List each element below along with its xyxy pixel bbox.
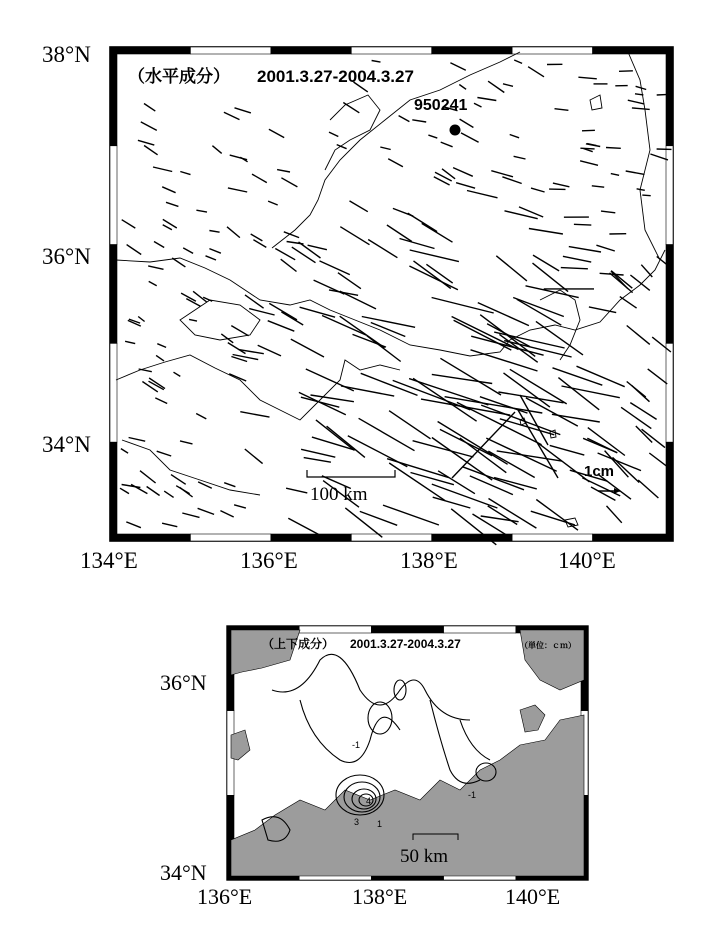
lat-label-36: 36°N (42, 244, 91, 269)
horizontal-map-border-top (512, 47, 592, 54)
horizontal-map-border-right (666, 146, 673, 245)
lon-label-134: 134°E (80, 548, 138, 573)
horizontal-map-border-top (593, 47, 673, 54)
contour-label-minus1-west: -1 (352, 740, 361, 750)
horizontal-map-border-left (110, 245, 117, 344)
lat-label-34: 34°N (42, 432, 91, 457)
vector-scale-label: 1cm (584, 463, 615, 480)
horizontal-map-border-top (190, 47, 270, 54)
contour-label-minus1-east: -1 (468, 790, 477, 800)
horizontal-map-border-left (110, 146, 117, 245)
horizontal-map-border-top (110, 47, 190, 54)
horizontal-map-border-bottom (512, 534, 592, 541)
displacement-vector (619, 71, 633, 72)
vertical-map-border-top (299, 626, 371, 633)
horizontal-map-border-right (666, 245, 673, 344)
contour-label-1: 1 (377, 819, 383, 829)
displacement-vector (580, 148, 594, 149)
displacement-vector (582, 130, 595, 131)
lon-label-140: 140°E (558, 548, 616, 573)
vertical-map-title: （上下成分） (262, 637, 335, 651)
lon-label-138: 138°E (400, 548, 458, 573)
horizontal-map-title: （水平成分） (128, 67, 230, 86)
horizontal-map-border-left (110, 442, 117, 541)
lat-label-38: 38°N (42, 42, 91, 67)
vertical-lon-label-140: 140°E (505, 884, 561, 909)
horizontal-map-period: 2001.3.27-2004.3.27 (257, 67, 414, 86)
displacement-vector (606, 148, 621, 149)
horizontal-map-border-right (666, 47, 673, 146)
vertical-lat-label-36: 36°N (160, 670, 207, 695)
horizontal-map-border-right (666, 442, 673, 541)
contour-label-4: 4 (366, 796, 372, 806)
horizontal-map-border-bottom (351, 534, 431, 541)
horizontal-map (42, 42, 673, 573)
vertical-lat-label-34: 34°N (160, 860, 207, 885)
horizontal-map-border-right (666, 343, 673, 442)
vertical-lon-label-136: 136°E (197, 884, 253, 909)
contour-label-3: 3 (354, 817, 360, 827)
vertical-map-unit: （単位：ｃｍ） (520, 641, 576, 650)
horizontal-map-border-top (351, 47, 431, 54)
horizontal-map-border-bottom (271, 534, 351, 541)
vertical-map-border-top (371, 626, 443, 633)
horizontal-map-border-bottom (593, 534, 673, 541)
horizontal-map-border-top (271, 47, 351, 54)
horizontal-map-border-bottom (432, 534, 512, 541)
vertical-map-period: 2001.3.27-2004.3.27 (350, 637, 461, 651)
horizontal-map-border-bottom (110, 534, 190, 541)
horizontal-map-border-left (110, 47, 117, 146)
horizontal-map-border-bottom (190, 534, 270, 541)
vertical-distance-scale-label: 50 km (400, 846, 449, 867)
horizontal-map-border-top (432, 47, 512, 54)
vertical-map (160, 626, 588, 909)
horizontal-map-border-left (110, 343, 117, 442)
station-label: 950241 (414, 97, 468, 114)
distance-scale-label: 100 km (310, 484, 368, 505)
displacement-vector (574, 224, 591, 225)
displacement-vector (642, 195, 650, 196)
displacement-vector (657, 94, 669, 95)
vertical-map-border-top (444, 626, 516, 633)
vertical-lon-label-138: 138°E (352, 884, 408, 909)
station-marker (450, 125, 461, 136)
lon-label-136: 136°E (240, 548, 298, 573)
